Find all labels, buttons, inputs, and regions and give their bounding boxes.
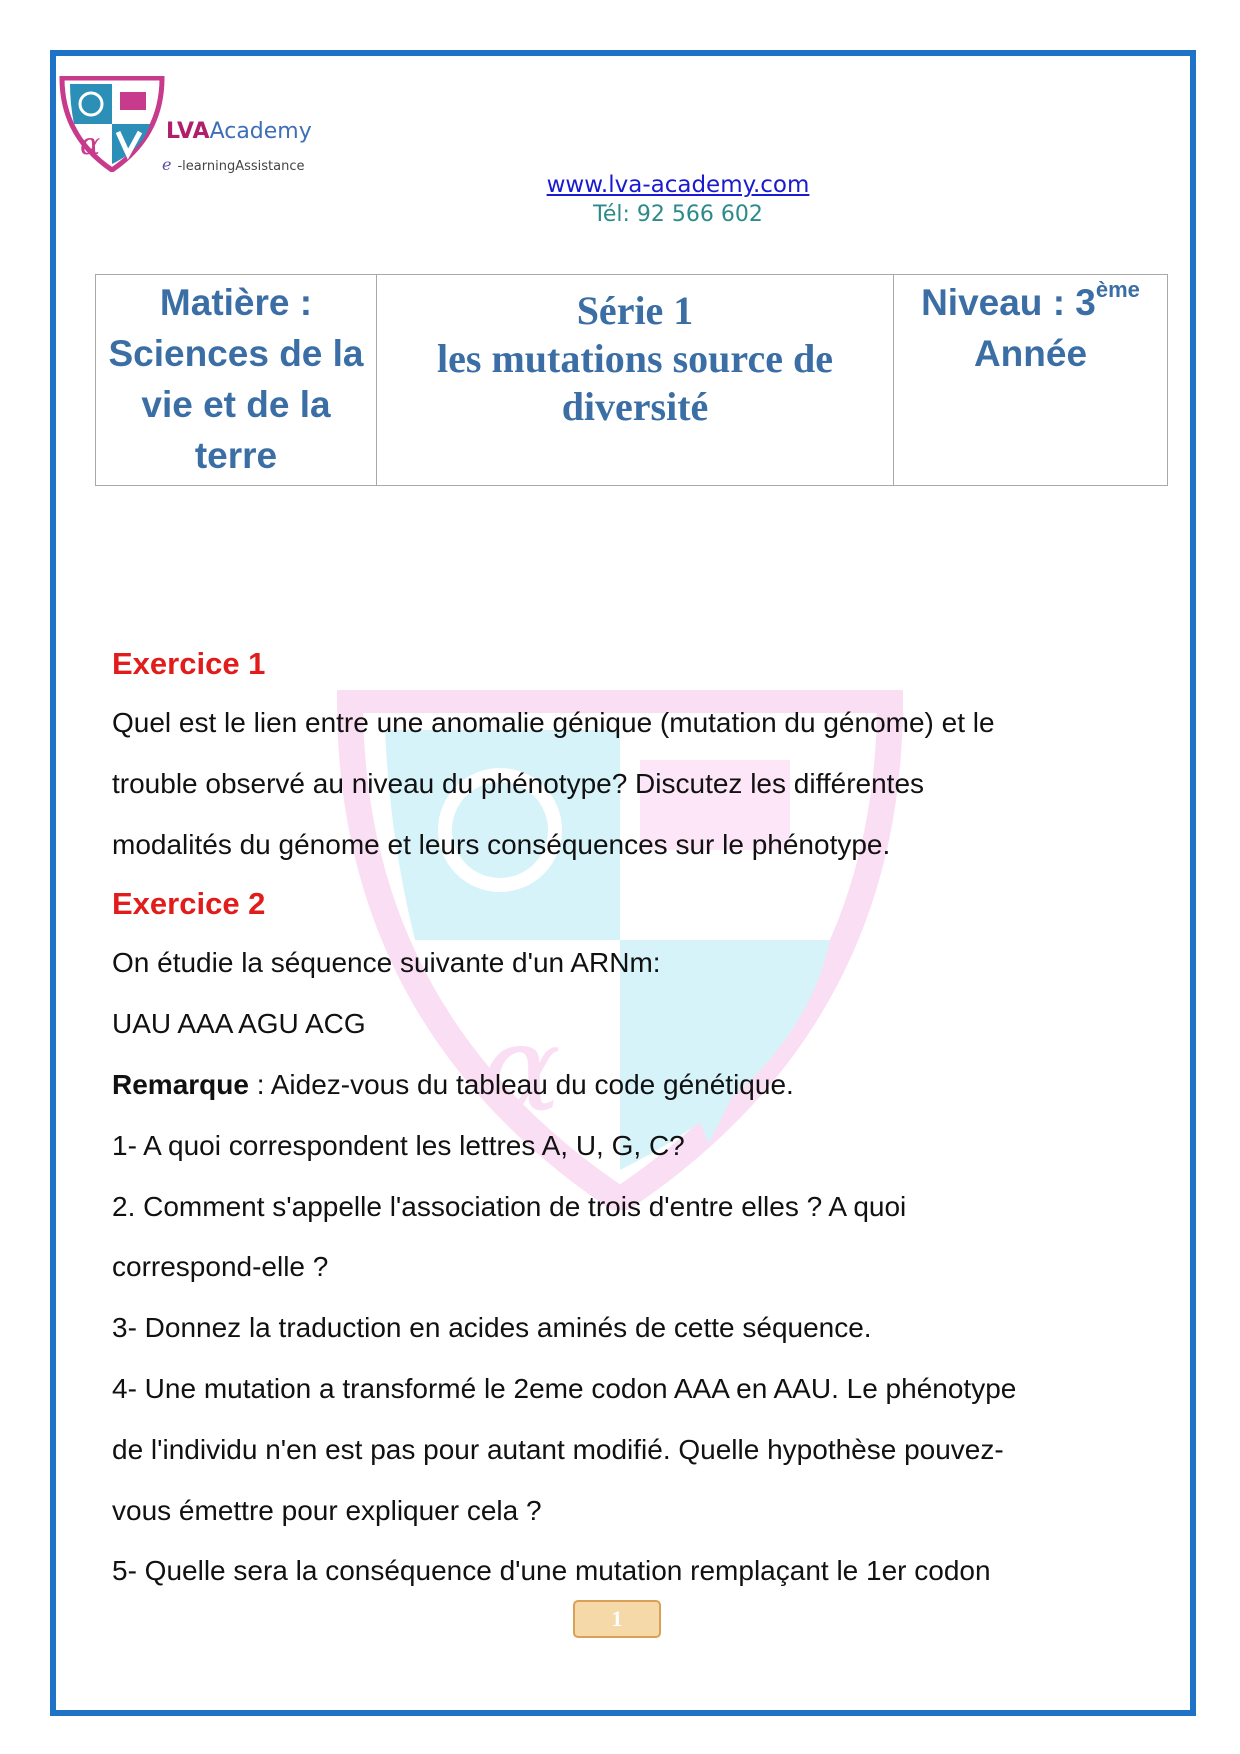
remark — [112, 1055, 1122, 1116]
serie-title-line: les mutations source de — [437, 336, 833, 381]
niveau-annee: Année — [973, 333, 1088, 374]
question-2-line: correspond-elle ? — [112, 1251, 329, 1283]
brand-lva: LVA — [166, 119, 210, 144]
question-5: 5- Quelle sera la conséquence d'une mutation remplaçant le 1er codon — [112, 1555, 991, 1587]
page-number: 1 — [573, 1600, 661, 1638]
question-2-line: 2. Comment s'appelle l'association de trois d'entre elles ? A quoi — [112, 1190, 907, 1222]
matiere-line: vie et de la — [141, 384, 331, 425]
remark-label: Remarque — [112, 1068, 249, 1100]
question-4-line: vous émettre pour expliquer cela ? — [112, 1494, 542, 1526]
info-table — [95, 274, 1168, 486]
brand-academy: Academy — [209, 119, 312, 144]
phone-number: Tél: 92 566 602 — [593, 202, 763, 227]
exercise-1-line: Quel est le lien entre une anomalie génique (mutation du génome) et le — [112, 707, 995, 738]
serie-title-line: diversité — [561, 384, 709, 429]
matiere-line: Matière : — [159, 282, 313, 323]
niveau-superscript: ème — [1095, 277, 1140, 302]
brand-name — [166, 120, 312, 144]
question-4-line: 4- Une mutation a transformé le 2eme codon AAA en AAU. Le phénotype — [112, 1372, 1017, 1404]
tagline-e: e — [162, 155, 172, 174]
niveau-cell — [894, 275, 1168, 486]
matiere-cell — [96, 275, 377, 486]
matiere-line: terre — [194, 435, 278, 476]
website-link[interactable]: www.lva-academy.com — [546, 172, 810, 198]
serie-cell — [377, 275, 894, 486]
svg-text:α: α — [80, 127, 101, 162]
exercise-1-line: trouble observé au niveau du phénotype? Discutez les différentes — [112, 767, 925, 799]
exercise-1-title: Exercice 1 — [112, 646, 266, 681]
serie-number: Série 1 — [576, 288, 694, 333]
remark-text: : Aidez-vous du tableau du code génétique. — [248, 1068, 794, 1100]
rna-sequence: UAU AAA AGU ACG — [112, 1008, 366, 1040]
exercise-2-title: Exercice 2 — [112, 886, 266, 922]
niveau-label: Niveau : 3ème — [921, 277, 1140, 323]
matiere-line: Sciences de la — [108, 333, 364, 374]
question-1: 1- A quoi correspondent les lettres A, U, G, C? — [112, 1129, 685, 1161]
tagline-text: -learningAssistance — [177, 159, 305, 174]
exercise-content — [112, 635, 1122, 1602]
question-4-line: de l'individu n'en est pas pour autant modifié. Quelle hypothèse pouvez- — [112, 1433, 1004, 1465]
svg-text:α: α — [480, 1000, 562, 1139]
exercise-1-line: modalités du génome et leurs conséquences sur le phénotype. — [112, 828, 891, 860]
exercise-2-intro: On étudie la séquence suivante d'un ARNm: — [112, 947, 661, 979]
question-3: 3- Donnez la traduction en acides aminés de cette séquence. — [112, 1312, 872, 1344]
academy-shield-logo — [58, 76, 166, 172]
